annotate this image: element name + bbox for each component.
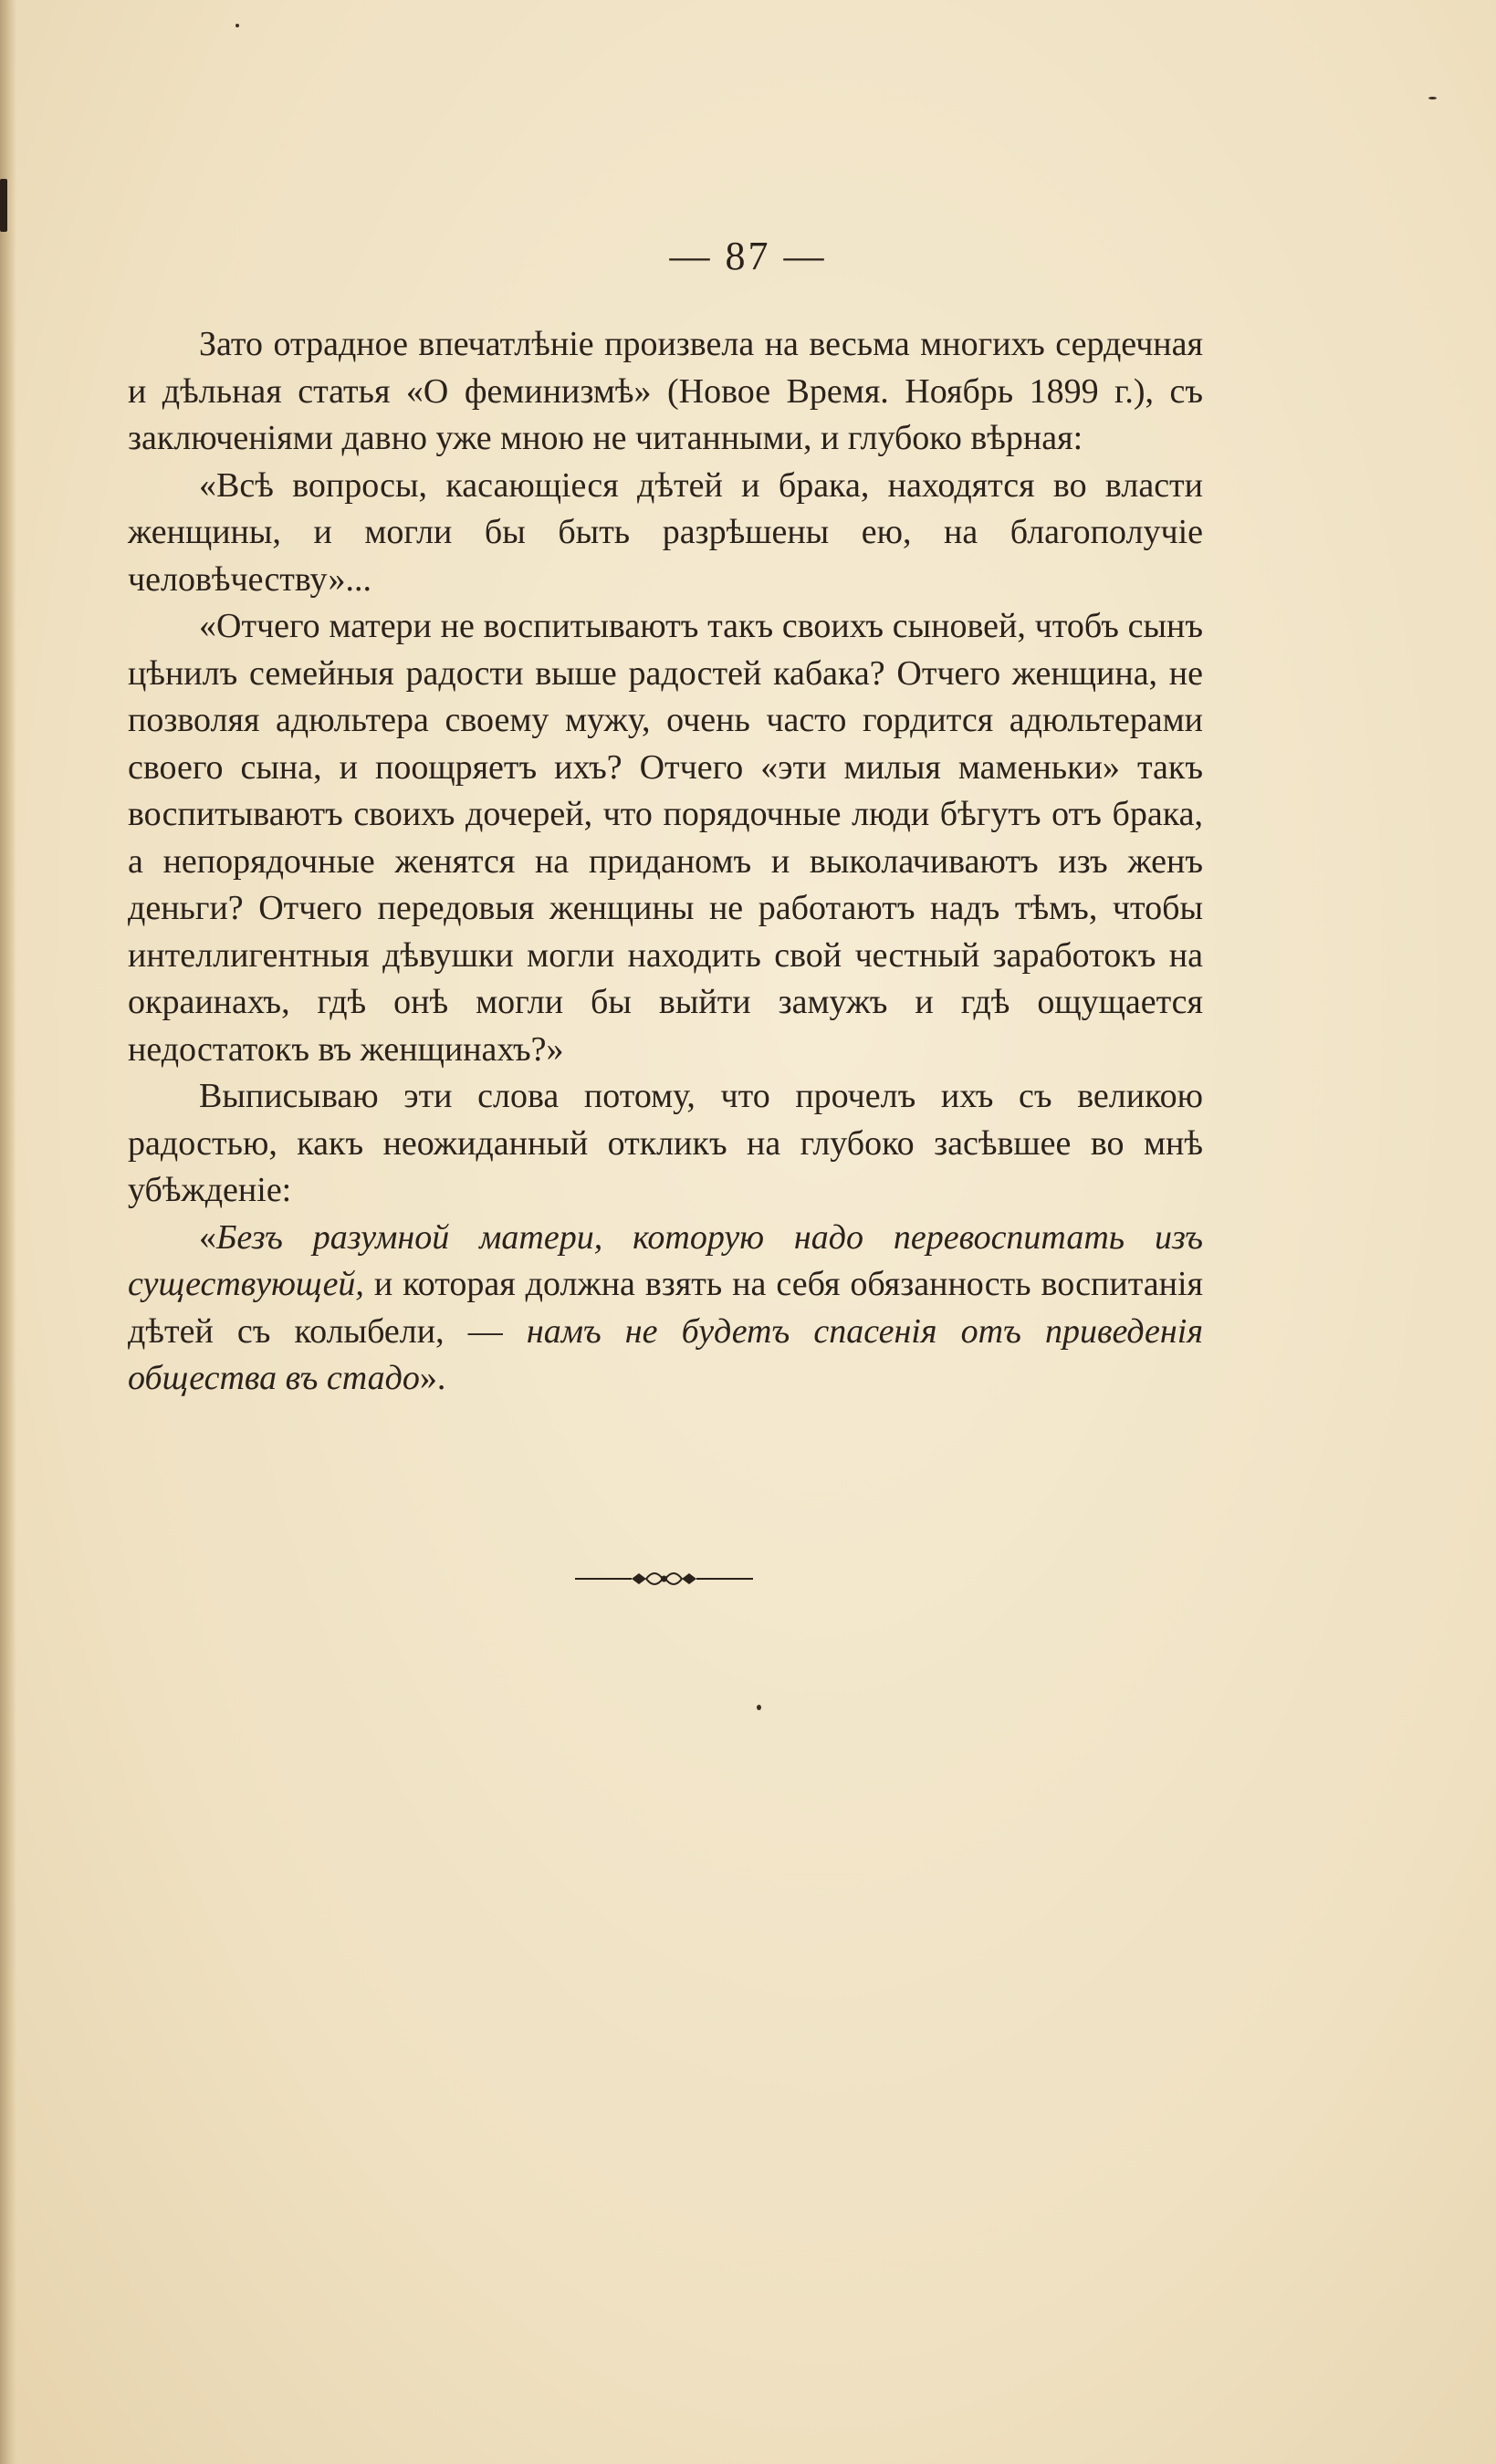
page-number: — 87 — — [669, 234, 827, 278]
body-text — [128, 321, 1203, 1403]
text-run: Зато отрадное впечатлѣніе произвела на весьма многихъ сердечная и дѣльная статья «О феминизмѣ» (Новое Время. Ноябрь 1899 г.), съ заключеніями давно уже мною не читанными, и глубоко вѣрная: — [128, 325, 1203, 457]
page-binding-edge — [0, 0, 16, 2464]
text-run: «Отчего матери не воспитываютъ такъ своихъ сыновей, чтобъ сынъ цѣнилъ семейныя радости выше радостей кабака? Отчего женщина, не позволяя адюльтера своему мужу, очень часто гордится адюльтерами своего сына, и поощряетъ ихъ? Отчего «эти милыя маменьки» такъ воспитываютъ своихъ дочерей, что порядочные люди бѣгутъ отъ брака, а непорядочные женятся на приданомъ и выколачиваютъ изъ женъ деньги? Отчего передовыя женщины не работаютъ надъ тѣмъ, чтобы интеллигентныя дѣвушки могли находить свой честный заработокъ на окраинахъ, гдѣ онѣ могли бы выйти замужъ и гдѣ ощущается недостатокъ въ женщинахъ?» — [128, 607, 1203, 1069]
paragraph — [128, 1073, 1203, 1215]
binding-mark — [2, 193, 7, 217]
end-ornament — [575, 1566, 753, 1592]
italic-text: намъ не будетъ спасенія отъ приведенія общества въ стадо — [128, 1311, 1203, 1397]
paragraph — [128, 603, 1203, 1073]
paragraph — [128, 321, 1203, 463]
text-run: и которая должна взять на себя обязанность воспитанія дѣтей съ колыбели, — — [128, 1265, 1203, 1351]
text-run: Выписываю эти слова потому, что прочелъ ихъ съ великою радостью, какъ неожиданный откликъ на глубоко засѣвшее во мнѣ убѣжденіе: — [128, 1077, 1203, 1209]
paragraph — [128, 1215, 1203, 1403]
paragraph — [128, 463, 1203, 604]
paper-speck — [757, 1705, 761, 1710]
text-run: « — [199, 1217, 216, 1257]
text-run: «Всѣ вопросы, касающіеся дѣтей и брака, находятся во власти женщины, и могли бы быть разрѣшены ею, на благополучіе человѣчеству»... — [128, 465, 1203, 599]
paper-speck — [1428, 97, 1437, 99]
text-run: ». — [419, 1359, 446, 1397]
paper-speck — [235, 24, 239, 27]
italic-text: Безъ разумной матери, которую надо перевоспитать изъ существующей, — [128, 1217, 1203, 1303]
